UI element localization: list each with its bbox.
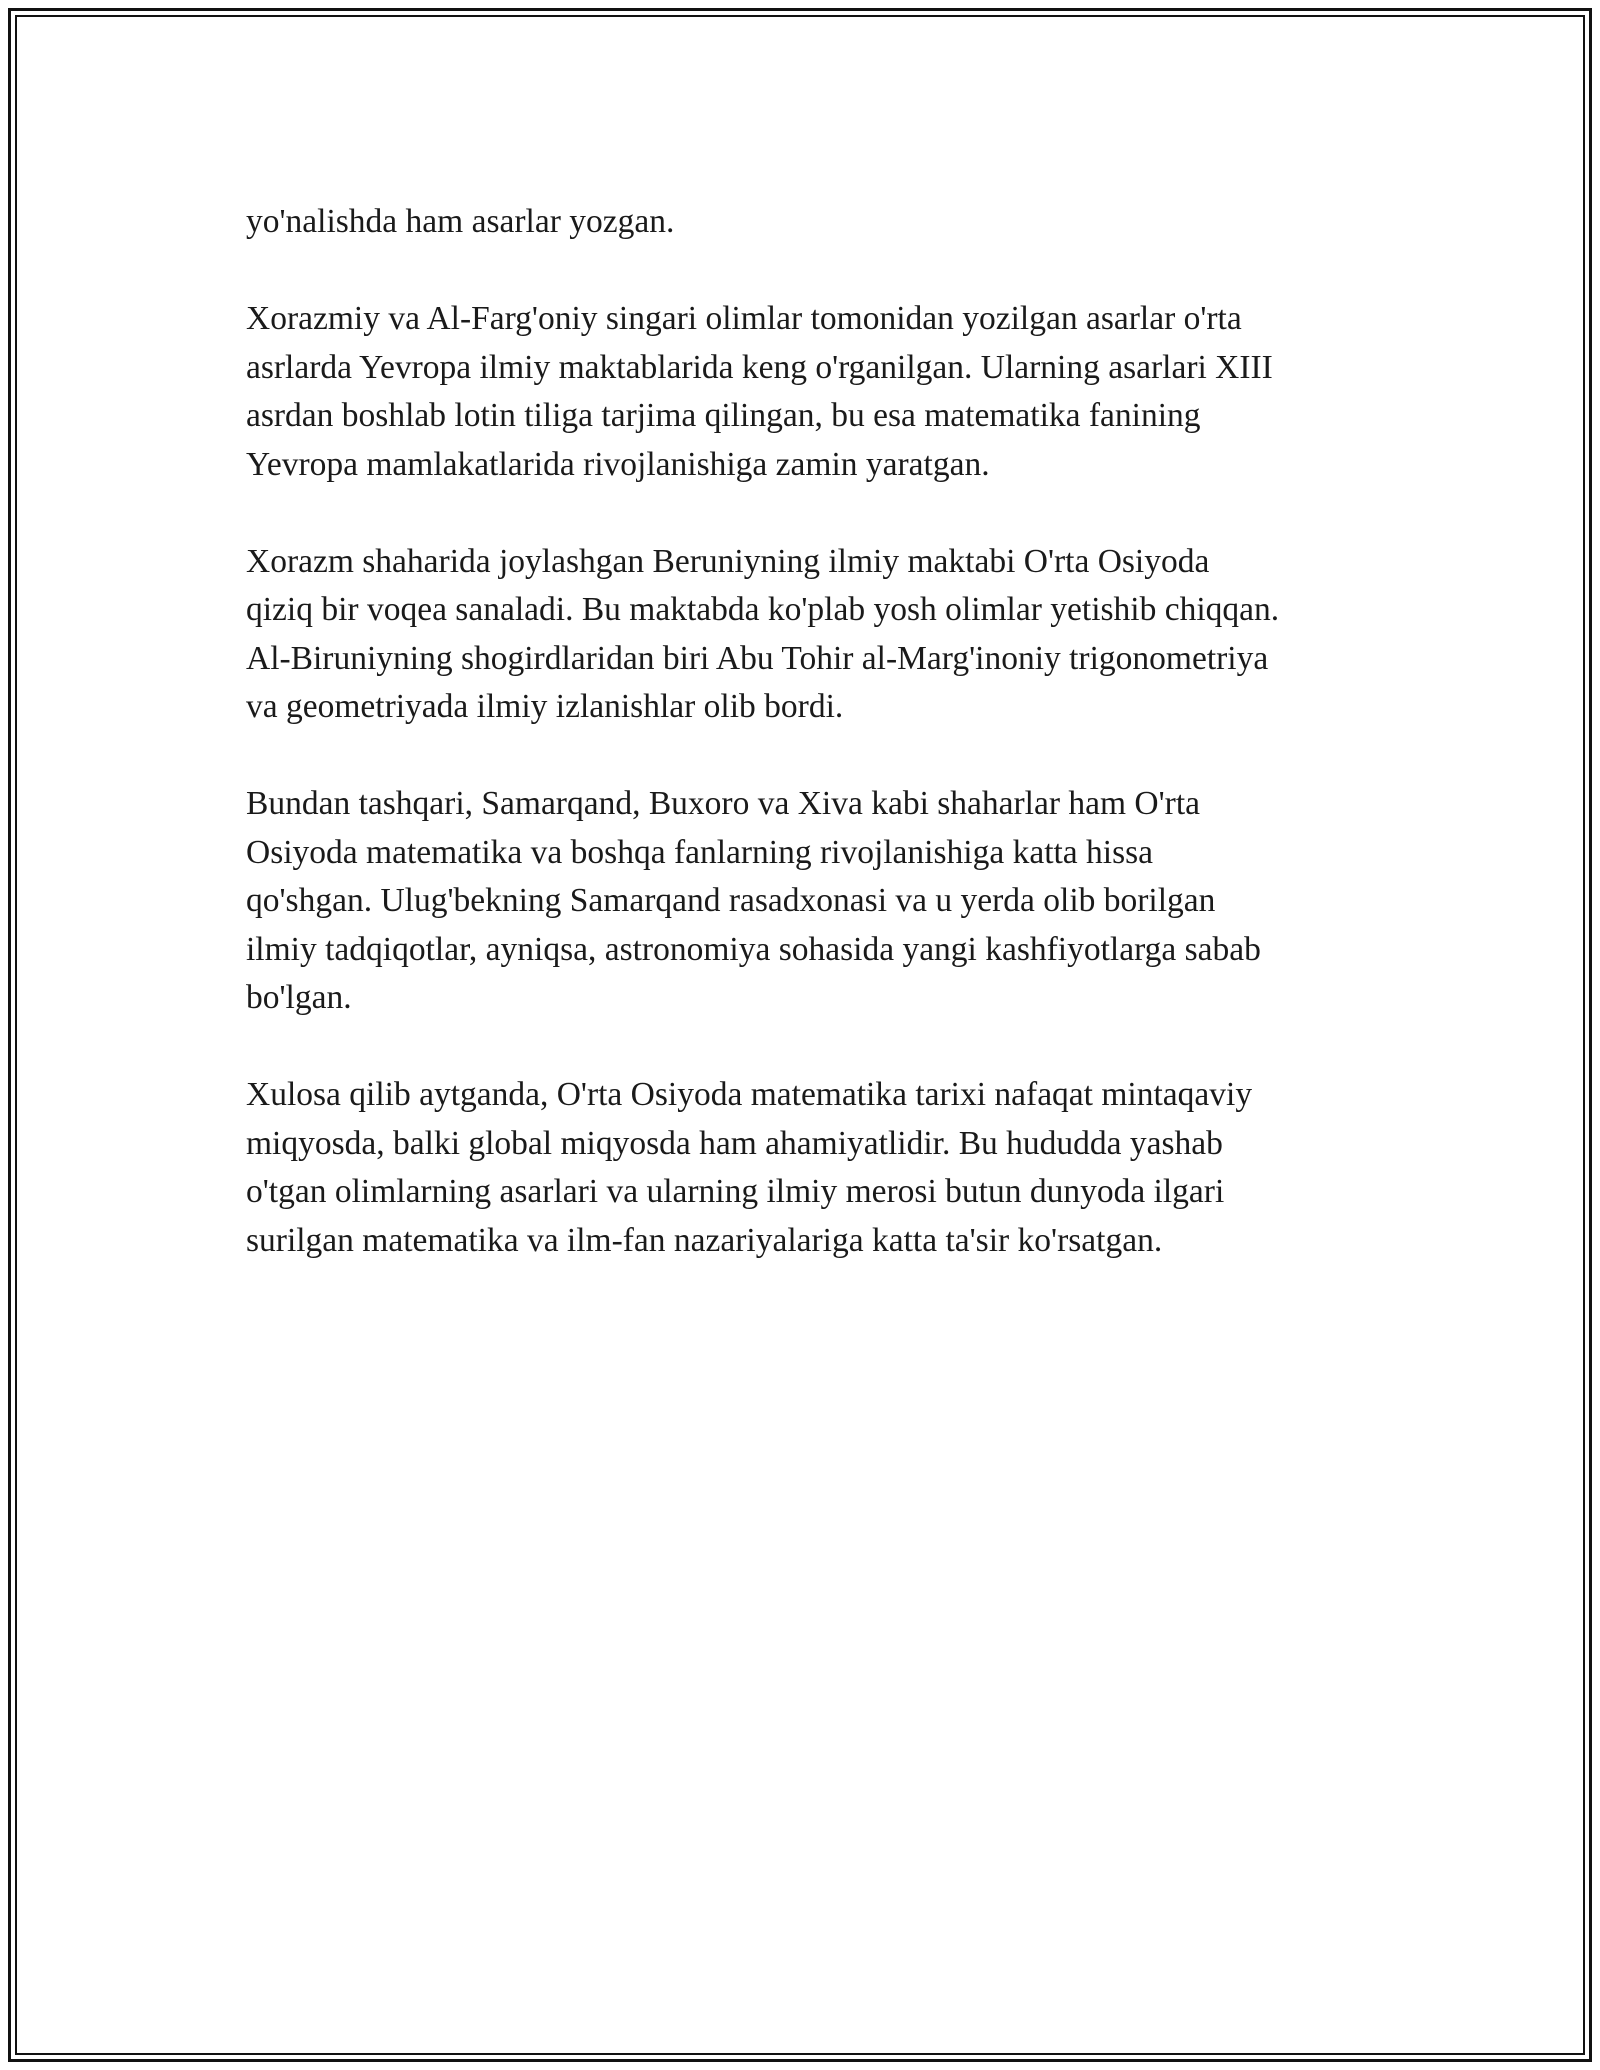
text-line: Al-Biruniyning shogirdlaridan biri Abu Tohir al-Marg'inoniy trigonometriya	[246, 639, 1269, 677]
text-line: Bundan tashqari, Samarqand, Buxoro va Xiva kabi shaharlar ham O'rta	[246, 785, 1200, 822]
text-line: bo'lgan.	[246, 979, 352, 1016]
text-line: miqyosda, balki global miqyosda ham ahamiyatlidir. Bu hududda yashab	[246, 1124, 1223, 1162]
text-line: o'tgan olimlarning asarlari va ularning ilmiy merosi butun dunyoda ilgari	[246, 1173, 1225, 1210]
text-line: Yevropa mamlakatlarida rivojlanishiga zamin yaratgan.	[246, 445, 990, 483]
paragraph-2	[246, 295, 1386, 489]
text-line: Xorazm shaharida joylashgan Beruniyning ilmiy maktabi O'rta Osiyoda	[246, 542, 1210, 580]
paragraph-5	[246, 1071, 1386, 1265]
text-line: surilgan matematika va ilm-fan nazariyalariga katta ta'sir ko'rsatgan.	[246, 1221, 1163, 1259]
text-line: qo'shgan. Ulug'bekning Samarqand rasadxonasi va u yerda olib borilgan	[246, 882, 1216, 919]
paragraph-3	[246, 538, 1386, 732]
page-border	[8, 8, 1592, 2062]
text-line: ilmiy tadqiqotlar, ayniqsa, astronomiya sohasida yangi kashfiyotlarga sabab	[246, 930, 1261, 968]
text-line: asrdan boshlab lotin tiliga tarjima qilingan, bu esa matematika fanining	[246, 397, 1201, 434]
text-line: yo'nalishda ham asarlar yozgan.	[246, 203, 675, 240]
text-line: va geometriyada ilmiy izlanishlar olib bordi.	[246, 688, 844, 725]
text-line: qiziq bir voqea sanaladi. Bu maktabda ko'plab yosh olimlar yetishib chiqqan.	[246, 591, 1280, 628]
document-body	[246, 198, 1386, 1265]
paragraph-4	[246, 780, 1386, 1023]
paragraph-1	[246, 198, 1386, 247]
text-line: Xorazmiy va Al-Farg'oniy singari olimlar tomonidan yozilgan asarlar o'rta	[246, 300, 1242, 337]
text-line: Osiyoda matematika va boshqa fanlarning rivojlanishiga katta hissa	[246, 833, 1154, 871]
text-line: asrlarda Yevropa ilmiy maktablarida keng o'rganilgan. Ularning asarlari XIII	[246, 348, 1273, 386]
text-line: Xulosa qilib aytganda, O'rta Osiyoda matematika tarixi nafaqat mintaqaviy	[246, 1076, 1253, 1113]
